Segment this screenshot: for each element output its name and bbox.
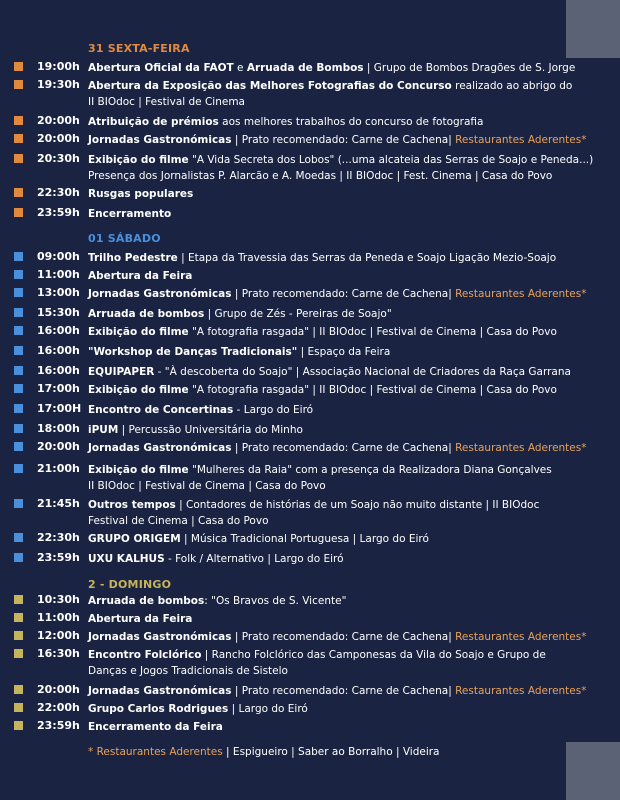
event-time: 20:00h — [37, 440, 80, 453]
event-description-line — [88, 114, 598, 130]
bullet-square-icon — [14, 288, 23, 297]
event-row — [14, 683, 594, 699]
bullet-square-icon — [14, 346, 23, 355]
event-row — [14, 611, 594, 627]
event-name: Exibição do filme — [88, 384, 189, 396]
bullet-square-icon — [14, 366, 23, 375]
event-name: Arruada de bombos — [88, 595, 205, 607]
event-row — [14, 206, 594, 222]
bullet-square-icon — [14, 384, 23, 393]
event-name: Exibição do filme — [88, 154, 189, 166]
event-name: Arruada de bombos — [88, 308, 205, 320]
event-description — [88, 132, 598, 148]
event-time: 20:30h — [37, 152, 80, 165]
event-description-line — [88, 551, 598, 567]
event-description-line — [88, 701, 598, 717]
event-row — [14, 382, 594, 398]
bullet-square-icon — [14, 62, 23, 71]
event-time: 22:30h — [37, 186, 80, 199]
event-detail: "A fotografia rasgada" | II BIOdoc | Festival de Cinema | Casa do Povo — [188, 326, 557, 338]
event-row — [14, 440, 594, 456]
event-description — [88, 647, 598, 679]
event-name: Jornadas Gastronómicas — [88, 442, 232, 454]
event-name: Encerramento — [88, 208, 172, 220]
event-detail: : "Os Bravos de S. Vicente" — [204, 595, 347, 607]
bullet-square-icon — [14, 116, 23, 125]
event-row — [14, 186, 594, 202]
event-description-line — [88, 531, 598, 547]
event-detail: | Prato recomendado: Carne de Cachena| — [231, 631, 456, 643]
event-row — [14, 286, 594, 302]
bullet-square-icon — [14, 154, 23, 163]
event-name: Jornadas Gastronómicas — [88, 631, 232, 643]
event-description-line — [88, 324, 598, 340]
event-time: 17:00h — [37, 382, 80, 395]
event-detail: | Etapa da Travessia das Serras da Peneda e Soajo Ligação Mezio-Soajo — [177, 252, 557, 264]
event-description — [88, 593, 598, 609]
event-description-line — [88, 683, 598, 699]
bullet-square-icon — [14, 442, 23, 451]
event-time: 21:45h — [37, 497, 80, 510]
event-time: 20:00h — [37, 683, 80, 696]
event-description-line — [88, 186, 598, 202]
event-name: "Workshop de Danças Tradicionais" — [88, 346, 298, 358]
event-time: 10:30h — [37, 593, 80, 606]
restaurants-highlight: Restaurantes Aderentes* — [455, 631, 587, 643]
event-description-line — [88, 462, 598, 478]
event-description-line — [88, 513, 598, 529]
event-description-line — [88, 402, 598, 418]
day-title: 01 SÁBADO — [88, 232, 161, 245]
event-name: Jornadas Gastronómicas — [88, 288, 232, 300]
event-row — [14, 132, 594, 148]
event-description-line — [88, 647, 598, 663]
event-name: EQUIPAPER — [88, 366, 155, 378]
event-description — [88, 286, 598, 302]
bullet-square-icon — [14, 252, 23, 261]
event-description — [88, 186, 598, 202]
event-row — [14, 78, 594, 110]
event-description-line — [88, 422, 598, 438]
event-description — [88, 611, 598, 627]
event-description-line — [88, 132, 598, 148]
bullet-square-icon — [14, 308, 23, 317]
event-name: Jornadas Gastronómicas — [88, 134, 232, 146]
event-row — [14, 497, 594, 529]
event-detail: Danças e Jogos Tradicionais de Sistelo — [88, 665, 288, 677]
event-description-line — [88, 440, 598, 456]
event-description-line — [88, 344, 598, 360]
event-description — [88, 497, 598, 529]
event-description — [88, 422, 598, 438]
restaurants-highlight: Restaurantes Aderentes* — [455, 442, 587, 454]
restaurants-highlight: Restaurantes Aderentes* — [455, 134, 587, 146]
event-time: 09:00h — [37, 250, 80, 263]
event-name: iPUM — [88, 424, 119, 436]
event-detail: | Largo do Eiró — [228, 703, 308, 715]
event-detail: - Folk / Alternativo | Largo do Eiró — [164, 553, 344, 565]
event-time: 16:00h — [37, 324, 80, 337]
restaurants-highlight: Restaurantes Aderentes* — [455, 685, 587, 697]
event-description-line — [88, 593, 598, 609]
event-time: 17:00H — [37, 402, 82, 415]
event-description-line — [88, 94, 598, 110]
event-time: 16:00h — [37, 344, 80, 357]
bullet-square-icon — [14, 685, 23, 694]
event-description-line — [88, 629, 598, 645]
event-description-line — [88, 382, 598, 398]
bullet-square-icon — [14, 631, 23, 640]
event-row — [14, 593, 594, 609]
event-description-line — [88, 611, 598, 627]
event-detail: | Contadores de histórias de um Soajo não muito distante | II BIOdoc — [175, 499, 540, 511]
event-description — [88, 306, 598, 322]
event-detail: II BIOdoc | Festival de Cinema — [88, 96, 245, 108]
event-description — [88, 78, 598, 110]
event-name: Abertura da Exposição das Melhores Fotografias do Concurso — [88, 80, 452, 92]
event-time: 23:59h — [37, 206, 80, 219]
bullet-square-icon — [14, 188, 23, 197]
restaurants-footer-label: * Restaurantes Aderentes — [88, 746, 223, 758]
event-row — [14, 701, 594, 717]
event-time: 12:00h — [37, 629, 80, 642]
restaurants-footer-list: | Espigueiro | Saber ao Borralho | Videira — [222, 746, 440, 758]
event-description — [88, 206, 598, 222]
event-detail: "Mulheres da Raia" com a presença da Realizadora Diana Gonçalves — [188, 464, 552, 476]
bullet-square-icon — [14, 326, 23, 335]
event-description-line — [88, 78, 598, 94]
event-detail: | Rancho Folclórico das Camponesas da Vila do Soajo e Grupo de — [201, 649, 546, 661]
event-row — [14, 422, 594, 438]
event-description — [88, 114, 598, 130]
event-description — [88, 382, 598, 398]
bullet-square-icon — [14, 553, 23, 562]
event-row — [14, 719, 594, 735]
event-detail: "A fotografia rasgada" | II BIOdoc | Festival de Cinema | Casa do Povo — [188, 384, 557, 396]
day-title: 31 SEXTA-FEIRA — [88, 42, 190, 55]
corner-block-bottom — [566, 742, 620, 800]
event-description-line — [88, 719, 598, 735]
event-detail: | Percussão Universitária do Minho — [118, 424, 303, 436]
event-time: 21:00h — [37, 462, 80, 475]
bullet-square-icon — [14, 703, 23, 712]
event-description — [88, 152, 598, 184]
event-row — [14, 531, 594, 547]
event-time: 11:00h — [37, 268, 80, 281]
event-description-line — [88, 152, 598, 168]
event-time: 19:00h — [37, 60, 80, 73]
event-detail: "A Vida Secreta dos Lobos" (...uma alcateia das Serras de Soajo e Peneda...) — [188, 154, 594, 166]
event-time: 16:30h — [37, 647, 80, 660]
event-name: Encontro Folclórico — [88, 649, 202, 661]
event-description — [88, 402, 598, 418]
event-name: GRUPO ORIGEM — [88, 533, 181, 545]
event-description-line — [88, 364, 598, 380]
event-name: Jornadas Gastronómicas — [88, 685, 232, 697]
bullet-square-icon — [14, 424, 23, 433]
event-detail: realizado ao abrigo do — [451, 80, 573, 92]
bullet-square-icon — [14, 270, 23, 279]
event-detail: II BIOdoc | Festival de Cinema | Casa do Povo — [88, 480, 326, 492]
event-description — [88, 701, 598, 717]
restaurants-highlight: Restaurantes Aderentes* — [455, 288, 587, 300]
event-description — [88, 60, 598, 76]
event-name: Encontro de Concertinas — [88, 404, 234, 416]
event-time: 22:30h — [37, 531, 80, 544]
event-description — [88, 719, 598, 735]
event-description-line — [88, 306, 598, 322]
event-row — [14, 462, 594, 494]
event-name: Grupo Carlos Rodrigues — [88, 703, 229, 715]
event-time: 23:59h — [37, 551, 80, 564]
event-name: Encerramento da Feira — [88, 721, 223, 733]
bullet-square-icon — [14, 208, 23, 217]
event-description-line — [88, 206, 598, 222]
event-row — [14, 629, 594, 645]
event-detail: | Prato recomendado: Carne de Cachena| — [231, 288, 456, 300]
event-name: UXU KALHUS — [88, 553, 165, 565]
event-detail: | Prato recomendado: Carne de Cachena| — [231, 442, 456, 454]
event-time: 20:00h — [37, 132, 80, 145]
event-time: 22:00h — [37, 701, 80, 714]
event-description — [88, 440, 598, 456]
event-detail: aos melhores trabalhos do concurso de fotografia — [218, 116, 484, 128]
event-description-line — [88, 250, 598, 266]
event-description-line — [88, 497, 598, 513]
event-row — [14, 268, 594, 284]
event-time: 19:30h — [37, 78, 80, 91]
event-time: 20:00h — [37, 114, 80, 127]
event-description-line — [88, 478, 598, 494]
bullet-square-icon — [14, 649, 23, 658]
event-name: Atribuição de prémios — [88, 116, 219, 128]
event-time: 18:00h — [37, 422, 80, 435]
event-detail: | Espaço da Feira — [297, 346, 391, 358]
event-name: Abertura da Feira — [88, 270, 193, 282]
event-description — [88, 531, 598, 547]
event-time: 11:00h — [37, 611, 80, 624]
event-detail: Presença dos Jornalistas P. Alarcão e A. Moedas | II BIOdoc | Fest. Cinema | Casa do Povo — [88, 170, 553, 182]
event-detail: | Grupo de Zés - Pereiras de Soajo" — [204, 308, 392, 320]
event-description — [88, 629, 598, 645]
event-row — [14, 60, 594, 76]
event-description — [88, 462, 598, 494]
event-description — [88, 250, 598, 266]
event-name: Abertura da Feira — [88, 613, 193, 625]
event-detail: | Música Tradicional Portuguesa | Largo do Eiró — [180, 533, 429, 545]
event-description — [88, 364, 598, 380]
event-row — [14, 344, 594, 360]
event-row — [14, 250, 594, 266]
event-name: Exibição do filme — [88, 326, 189, 338]
event-name: Abertura Oficial da FAOT — [88, 62, 234, 74]
event-description — [88, 344, 598, 360]
event-row — [14, 306, 594, 322]
event-row — [14, 324, 594, 340]
event-description-line — [88, 268, 598, 284]
bullet-square-icon — [14, 595, 23, 604]
restaurants-footer — [88, 746, 440, 758]
event-time: 15:30h — [37, 306, 80, 319]
bullet-square-icon — [14, 533, 23, 542]
event-row — [14, 647, 594, 679]
event-name: Trilho Pedestre — [88, 252, 178, 264]
event-time: 23:59h — [37, 719, 80, 732]
event-description — [88, 268, 598, 284]
bullet-square-icon — [14, 721, 23, 730]
event-description-line — [88, 168, 598, 184]
bullet-square-icon — [14, 134, 23, 143]
event-time: 16:00h — [37, 364, 80, 377]
event-description-line — [88, 286, 598, 302]
event-row — [14, 364, 594, 380]
event-description — [88, 683, 598, 699]
event-row — [14, 114, 594, 130]
event-name: Arruada de Bombos — [246, 62, 364, 74]
bullet-square-icon — [14, 464, 23, 473]
event-time: 13:00h — [37, 286, 80, 299]
day-title: 2 - DOMINGO — [88, 578, 172, 591]
event-row — [14, 402, 594, 418]
event-name: Outros tempos — [88, 499, 176, 511]
event-detail: - Largo do Eiró — [233, 404, 314, 416]
bullet-square-icon — [14, 404, 23, 413]
event-detail: e — [233, 62, 247, 74]
corner-block-top — [566, 0, 620, 58]
event-description — [88, 551, 598, 567]
event-description — [88, 324, 598, 340]
event-detail: | Prato recomendado: Carne de Cachena| — [231, 134, 456, 146]
event-row — [14, 551, 594, 567]
event-row — [14, 152, 594, 184]
bullet-square-icon — [14, 613, 23, 622]
bullet-square-icon — [14, 499, 23, 508]
event-name: Exibição do filme — [88, 464, 189, 476]
event-detail: | Grupo de Bombos Dragões de S. Jorge — [363, 62, 576, 74]
event-detail: | Prato recomendado: Carne de Cachena| — [231, 685, 456, 697]
bullet-square-icon — [14, 80, 23, 89]
event-description-line — [88, 663, 598, 679]
event-description-line — [88, 60, 598, 76]
event-detail: Festival de Cinema | Casa do Povo — [88, 515, 269, 527]
event-detail: - "À descoberta do Soajo" | Associação Nacional de Criadores da Raça Garrana — [154, 366, 571, 378]
event-name: Rusgas populares — [88, 188, 194, 200]
